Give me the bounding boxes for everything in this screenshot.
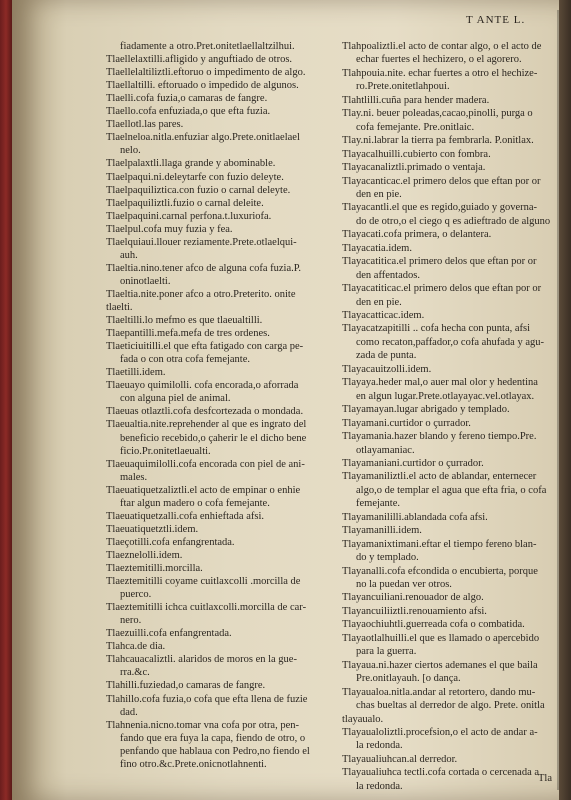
entry-line: chas bueltas al derredor de algo. Prete. onitla <box>356 700 545 712</box>
entry-line: Tlayacalhuilli.cubierto con fombra. <box>342 148 491 160</box>
entry-line: Tlaeztemitilli.morcilla. <box>106 563 203 574</box>
entry-line: Tlayancuiliani.renouador de algo. <box>342 592 484 604</box>
entry-line: otlayamaniac. <box>356 444 415 456</box>
entry-line: Tlaeztemitilli coyame cuitlaxcolli .morcilla de <box>106 576 301 588</box>
entry-line: do de otro,o el ciego q es adieftrado de alguno <box>356 215 551 227</box>
entry-line: Tlaeltia.nite.poner afco a otro.Preterito. onite <box>106 288 296 300</box>
entry-line: Tlayamania.hazer blando y fereno tiempo.Pre. <box>342 431 537 443</box>
entry-line: femejante. <box>356 498 401 510</box>
entry-line: Tlaellaltilli. eftoruado o impedido de algunos. <box>106 80 299 92</box>
entry-line: Tlaelpalaxtli.llaga grande y abominable. <box>106 158 276 170</box>
entry-line: ftar algun madero o cofa femejante. <box>120 497 270 509</box>
entry-line: Tlayacatitica.el primero delos que eftan por or <box>342 256 537 268</box>
entry-line: Tlayanalli.cofa efcondida o encubierta, porque <box>342 565 538 577</box>
entry-line: Tlaelpaquiliztica.con fuzio o carnal deleyte. <box>106 184 291 196</box>
entry-line: Tlaeuatiquetztli.idem. <box>106 523 199 535</box>
entry-line: Tlayacanticac.el primero delos que eftan por or <box>342 175 541 187</box>
entry-line: Tlaelneloa.nitla.enfuziar algo.Prete.onitlaelael <box>106 132 300 144</box>
entry-line: den en pie. <box>356 188 402 200</box>
entry-line: den en pie. <box>356 296 402 308</box>
entry-line: Tlayaualiuhca tectli.cofa cortada o cercenada a <box>342 767 540 779</box>
entry-line: Tlaeltilli.lo mefmo es que tlaeualtilli. <box>106 315 263 327</box>
entry-line: ficio.Pr.onitetlaeualti. <box>120 445 211 457</box>
entry-line: no la puedan ver otros. <box>356 579 452 590</box>
entry-line: Tlayamayan.lugar abrigado y templado. <box>342 404 510 416</box>
entry-line: Tlaezuilli.cofa enfangrentada. <box>106 628 232 640</box>
entry-line: ro.Prete.onitetlahpoui. <box>356 81 450 93</box>
entry-line: la redonda. <box>356 740 403 752</box>
entry-line: Tlayamaniani.curtidor o çurrador. <box>342 457 484 469</box>
entry-line: Tlaeznelolli.idem. <box>106 549 183 561</box>
entry-line: Tlayacatia.idem. <box>342 242 412 254</box>
entry-line: Tlaetilli.idem. <box>106 367 166 379</box>
entry-line: fando que era fuya la capa, fiendo de otro, o <box>120 732 306 744</box>
entry-line: con alguna piel de animal. <box>120 393 231 405</box>
entry-line: Tlahcauacaliztli. alaridos de moros en la gue- <box>106 654 297 666</box>
column-rule <box>557 10 559 790</box>
entry-line: fino otro.&c.Prete.onicnotlahnenti. <box>120 758 267 770</box>
entry-line: dad. <box>120 706 138 718</box>
entry-line: Tlaeuatiquetzaliztli.el acto de empinar o enhie <box>106 484 301 496</box>
entry-line: Tlayamani.curtidor o çurrador. <box>342 417 471 429</box>
entry-line: Tlaeuas otlaztli.cofa desfcortezada o mondada. <box>106 406 304 418</box>
entry-line: Tlaeçotilli.cofa enfangrentada. <box>106 536 235 548</box>
entry-line: zada de punta. <box>356 350 417 362</box>
entry-line: Tlaeztemitilli ichca cuitlaxcolli.morcilla de car- <box>106 602 307 614</box>
entry-line: auh. <box>120 249 138 261</box>
entry-line: Tlayamaniliztli.el acto de ablandar, enternecer <box>342 471 537 483</box>
entry-line: oninotlaelti. <box>120 275 171 287</box>
entry-line: Tlaellelaltiliztli.eftoruo o impedimento de algo. <box>106 67 306 79</box>
entry-line: Tlaelpaquini.carnal perfona.t.luxuriofa. <box>106 210 272 222</box>
entry-line: Tlayaochiuhtli.guerreada cofa o combatida. <box>342 619 525 631</box>
entry-line: Tlaeuatiquetzalli.cofa enhieftada afsi. <box>106 510 264 522</box>
entry-line: Tlayaua.ni.hazer ciertos ademanes el que baila <box>342 659 538 671</box>
entry-line: echar fuertes el hechizero, o el agorero. <box>356 54 522 66</box>
entry-line: Tlayacatzapitilli .. cofa hecha con punta, afsi <box>342 323 531 335</box>
entry-line: Tlahtlilli.cuña para hender madera. <box>342 94 490 106</box>
entry-line: beneficio recebido,o çaherir le el dicho bene <box>120 432 307 444</box>
running-head: T ANTE L. <box>466 14 526 26</box>
entry-line: Tlayamanixtimani.eftar el tiempo fereno blan- <box>342 538 537 550</box>
entry-line: Tlaelpaqui.ni.deleytarfe con fuzio deleyte. <box>106 171 284 183</box>
entry-line: Tlaellotl.las pares. <box>106 119 184 131</box>
book-binding <box>0 0 12 800</box>
entry-line: Tlayaualoliztli.procefsion,o el acto de andar a- <box>342 726 538 738</box>
page-edge <box>559 0 571 800</box>
entry-line: Tlaeuayo quimilolli. cofa encorada,o aforrada <box>106 380 299 392</box>
entry-line: rra.&c. <box>120 667 150 679</box>
entry-line: Tlaeuaquimilolli.cofa encorada con piel de ani- <box>106 458 305 470</box>
entry-line: males. <box>120 471 148 483</box>
entry-line: Tlahpouia.nite. echar fuertes a otro el hechize- <box>342 67 538 79</box>
entry-line: Tlaelquiaui.llouer reziamente.Prete.otlaelqui- <box>106 236 297 248</box>
entry-line: Tlahillo.cofa fuzia,o cofa que efta llena de fuzie <box>106 693 308 705</box>
entry-line: Tlayaualiuhcan.al derredor. <box>342 753 458 765</box>
entry-line: nelo. <box>120 145 141 157</box>
catchword: Tla <box>538 773 552 784</box>
entry-line: Tlahilli.fuziedad,o camaras de fangre. <box>106 680 266 692</box>
entry-line: Tlayacati.cofa primera, o delantera. <box>342 229 492 241</box>
entry-line: penfando que hablaua con Pedro,no fiendo el <box>120 745 310 757</box>
entry-line: Tlaeticiuitilli.el que efta fatigado con carga pe- <box>106 341 304 353</box>
entry-line: Tlayacatticac.idem. <box>342 310 425 321</box>
entry-line: Tlaeltia.nino.tener afco de alguna cofa fuzia.P. <box>106 262 302 274</box>
entry-line: Tlayaya.heder mal,o auer mal olor y hedentina <box>342 377 538 389</box>
entry-line: como recaton,paffador,o cofa ahufada y agu- <box>356 336 545 348</box>
entry-line: Tlayaotlalhuilli.el que es llamado o apercebido <box>342 632 540 644</box>
entry-line: algo,o de templar el agua que efta fria, o cofa <box>356 484 547 496</box>
entry-line: Tlay.ni. beuer poleadas,cacao,pinolli, purga o <box>342 108 533 120</box>
entry-line: Tlaeualtia.nite.reprehender al que es ingrato del <box>106 419 307 431</box>
entry-line: tlayaualo. <box>342 713 384 725</box>
entry-line: para la guerra. <box>356 646 417 658</box>
entry-line: Tlayaualoa.nitla.andar al retortero, dando mu- <box>342 686 536 698</box>
entry-line: Tlaello.cofa enfuziada,o que efta fuzia. <box>106 106 271 118</box>
entry-line: Tlayamanilli.idem. <box>342 525 422 537</box>
entry-line: Tlahpoaliztli.el acto de contar algo, o el acto de <box>342 41 542 52</box>
entry-line: fiadamente a otro.Pret.onitetlaellaltzilhui. <box>120 41 295 52</box>
entry-line: Pre.onitlayauh. [o dança. <box>356 673 461 685</box>
entry-line: Tlaelli.cofa fuzia,o camaras de fangre. <box>106 93 268 105</box>
entry-line: Tlaelpul.cofa muy fuzia y fea. <box>106 223 233 235</box>
entry-line: Tlayacantli.el que es regido,guiado y governa- <box>342 202 538 214</box>
entry-line: en algun lugar.Prete.otlayayac.vel.otlayax. <box>356 390 535 402</box>
entry-line: nero. <box>120 615 142 627</box>
entry-line: Tlahnenia.nicno.tomar vna cofa por otra, pen- <box>106 719 300 731</box>
entry-line: fada o con otra cofa femejante. <box>120 354 251 366</box>
entry-line: Tlay.ni.labrar la tierra pa fembrarla. P.onitlax. <box>342 135 534 147</box>
entry-line: do y templado. <box>356 552 419 564</box>
entry-line: cofa femejante. Pre.onitlaic. <box>356 121 475 133</box>
entry-line: la redonda. <box>356 780 403 792</box>
entry-line: Tlahca.de dia. <box>106 641 166 653</box>
entry-line: Tlayacanaliztli.primado o ventaja. <box>342 162 486 174</box>
entry-line: tlaelti. <box>106 302 133 313</box>
entry-line: Tlayacatiticac.el primero delos que eftan por or <box>342 283 542 295</box>
entry-line: Tlayacauitzolli.idem. <box>342 363 432 375</box>
entry-line: puerco. <box>120 589 152 601</box>
entry-line: Tlayancuiliiztli.renouamiento afsi. <box>342 605 487 617</box>
entry-line: Tlayamanililli.ablandada cofa afsi. <box>342 511 488 523</box>
entry-line: Tlaepantilli.mefa.mefa de tres ordenes. <box>106 328 270 340</box>
entry-line: Tlaellelaxtilli.afligido y anguftiado de otros. <box>106 54 293 66</box>
entry-line: den affentados. <box>356 269 420 281</box>
entry-line: Tlaelpaquiliztli.fuzio o carnal deleite. <box>106 197 264 209</box>
